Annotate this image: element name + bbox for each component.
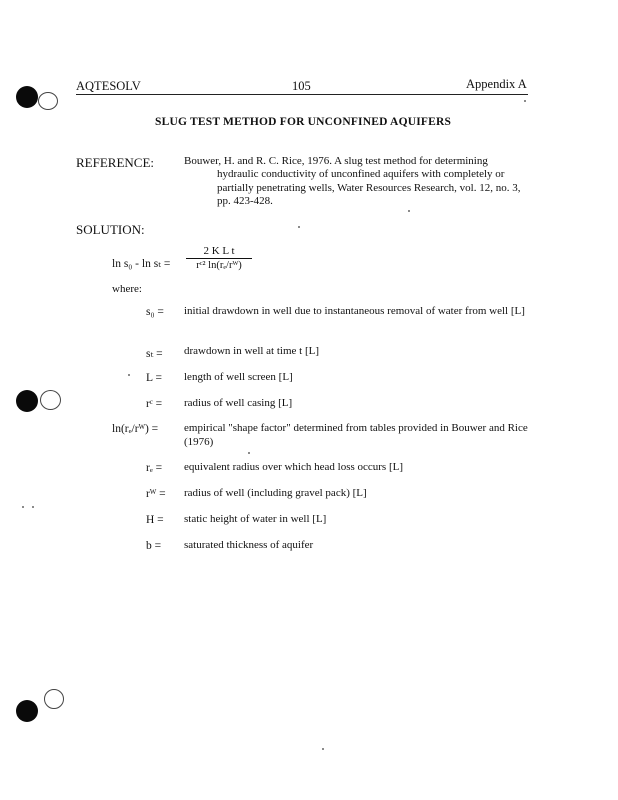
equation-numerator: 2 K L t — [203, 245, 235, 257]
definition-symbol: H = — [146, 514, 164, 526]
equation-lhs: ln s₀ - ln sₜ = — [112, 258, 171, 270]
solution-label: SOLUTION: — [76, 222, 145, 237]
punch-hole — [16, 390, 38, 412]
definition-text: static height of water in well [L] — [184, 513, 327, 525]
scan-speck — [128, 374, 130, 376]
definition-text: empirical "shape factor" determined from tables provided in Bouwer and Rice (1976) — [184, 422, 528, 448]
punch-hole-ring — [40, 390, 61, 410]
definition-text: length of well screen [L] — [184, 371, 293, 383]
scan-speck — [322, 748, 324, 750]
header-left: AQTESOLV — [76, 79, 141, 93]
definition-text: initial drawdown in well due to instantaneous removal of water from well [L] — [184, 305, 525, 317]
definition-symbol: rᵂ = — [146, 488, 166, 500]
header-right: Appendix A — [466, 77, 527, 91]
definition-text: drawdown in well at time t [L] — [184, 345, 320, 357]
reference-text-line1: Bouwer, H. and R. C. Rice, 1976. A slug test method for determining — [184, 155, 488, 167]
header-rule — [76, 94, 528, 95]
scan-speck — [524, 100, 526, 102]
definition-symbol: ln(rₑ/rᵂ) = — [112, 423, 159, 435]
definition-text: equivalent radius over which head loss occurs [L] — [184, 461, 404, 473]
definition-symbol: b = — [146, 540, 162, 552]
definition-symbol: rᶜ = — [146, 398, 163, 410]
reference-label: REFERENCE: — [76, 155, 155, 170]
scan-speck — [298, 226, 300, 228]
definition-text: radius of well casing [L] — [184, 397, 293, 409]
equation-denominator: rᶜ² ln(rₑ/rᵂ) — [196, 260, 242, 271]
reference-text-rest: hydraulic conductivity of unconfined aquifers with completely or partially penetrating wells, Water Resources Research, vol. 12, no. 3, pp. 423-428. — [217, 168, 521, 207]
section-title: SLUG TEST METHOD FOR UNCONFINED AQUIFERS — [155, 116, 452, 128]
where-label: where: — [112, 283, 142, 295]
scan-speck — [22, 506, 24, 508]
definition-text: saturated thickness of aquifer — [184, 539, 314, 551]
definition-symbol: sₜ = — [146, 348, 163, 360]
punch-hole-ring — [38, 92, 58, 110]
punch-hole-ring — [44, 689, 64, 709]
scan-speck — [408, 210, 410, 212]
punch-hole — [16, 700, 38, 722]
definition-symbol: L = — [146, 372, 162, 384]
definition-symbol: s₀ = — [146, 306, 164, 318]
scan-speck — [32, 506, 34, 508]
scan-speck — [248, 452, 250, 454]
fraction-bar — [186, 258, 252, 259]
punch-hole — [16, 86, 38, 108]
definition-text: radius of well (including gravel pack) [L] — [184, 487, 367, 499]
definition-symbol: rₑ = — [146, 462, 163, 474]
page-number: 105 — [292, 79, 311, 93]
equation-fraction — [186, 245, 252, 271]
